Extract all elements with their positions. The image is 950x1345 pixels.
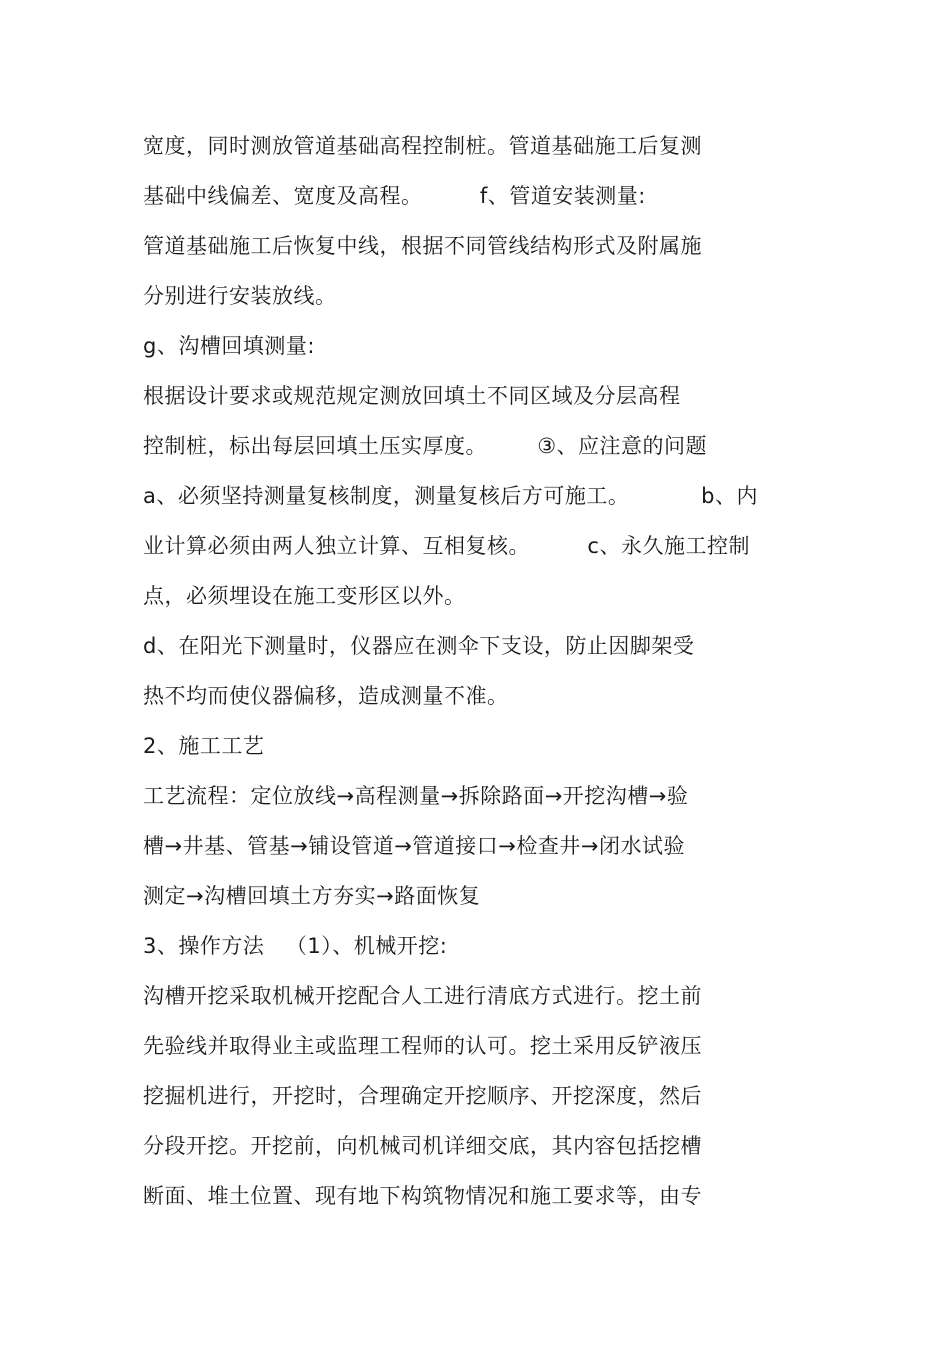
text-line: d、在阳光下测量时，仪器应在测伞下支设，防止因脚架受 <box>143 634 695 658</box>
text-line: 2、施工工艺 <box>143 734 265 758</box>
text-line: 控制桩，标出每层回填土压实厚度。 ③、应注意的问题 <box>143 434 708 458</box>
text-line: a、必须坚持测量复核制度，测量复核后方可施工。 b、内 <box>143 484 758 508</box>
body-text <box>143 121 863 1221</box>
text-line: 宽度，同时测放管道基础高程控制桩。管道基础施工后复测 <box>143 134 702 158</box>
text-line: 根据设计要求或规范规定测放回填土不同区域及分层高程 <box>143 384 681 408</box>
text-line: 业计算必须由两人独立计算、互相复核。 c、永久施工控制 <box>143 534 750 558</box>
text-line: 沟槽开挖采取机械开挖配合人工进行清底方式进行。挖土前 <box>143 984 702 1008</box>
text-line: 断面、堆土位置、现有地下构筑物情况和施工要求等，由专 <box>143 1184 702 1208</box>
text-line: 点，必须埋设在施工变形区以外。 <box>143 584 466 608</box>
text-line: 3、操作方法 （1）、机械开挖: <box>143 934 448 958</box>
text-line: 分段开挖。开挖前，向机械司机详细交底，其内容包括挖槽 <box>143 1134 702 1158</box>
text-line: 工艺流程：定位放线→高程测量→拆除路面→开挖沟槽→验 <box>143 784 689 808</box>
text-line: 测定→沟槽回填土方夯实→路面恢复 <box>143 884 481 908</box>
text-line: 热不均而使仪器偏移，造成测量不准。 <box>143 684 509 708</box>
text-line: 管道基础施工后恢复中线，根据不同管线结构形式及附属施 <box>143 234 702 258</box>
text-line: 分别进行安装放线。 <box>143 284 337 308</box>
text-line: g、沟槽回填测量: <box>143 334 315 358</box>
text-line: 挖掘机进行，开挖时，合理确定开挖顺序、开挖深度，然后 <box>143 1084 702 1108</box>
text-line: 先验线并取得业主或监理工程师的认可。挖土采用反铲液压 <box>143 1034 702 1058</box>
text-line: 槽→井基、管基→铺设管道→管道接口→检查井→闭水试验 <box>143 834 685 858</box>
text-line: 基础中线偏差、宽度及高程。 f、管道安装测量: <box>143 184 646 208</box>
